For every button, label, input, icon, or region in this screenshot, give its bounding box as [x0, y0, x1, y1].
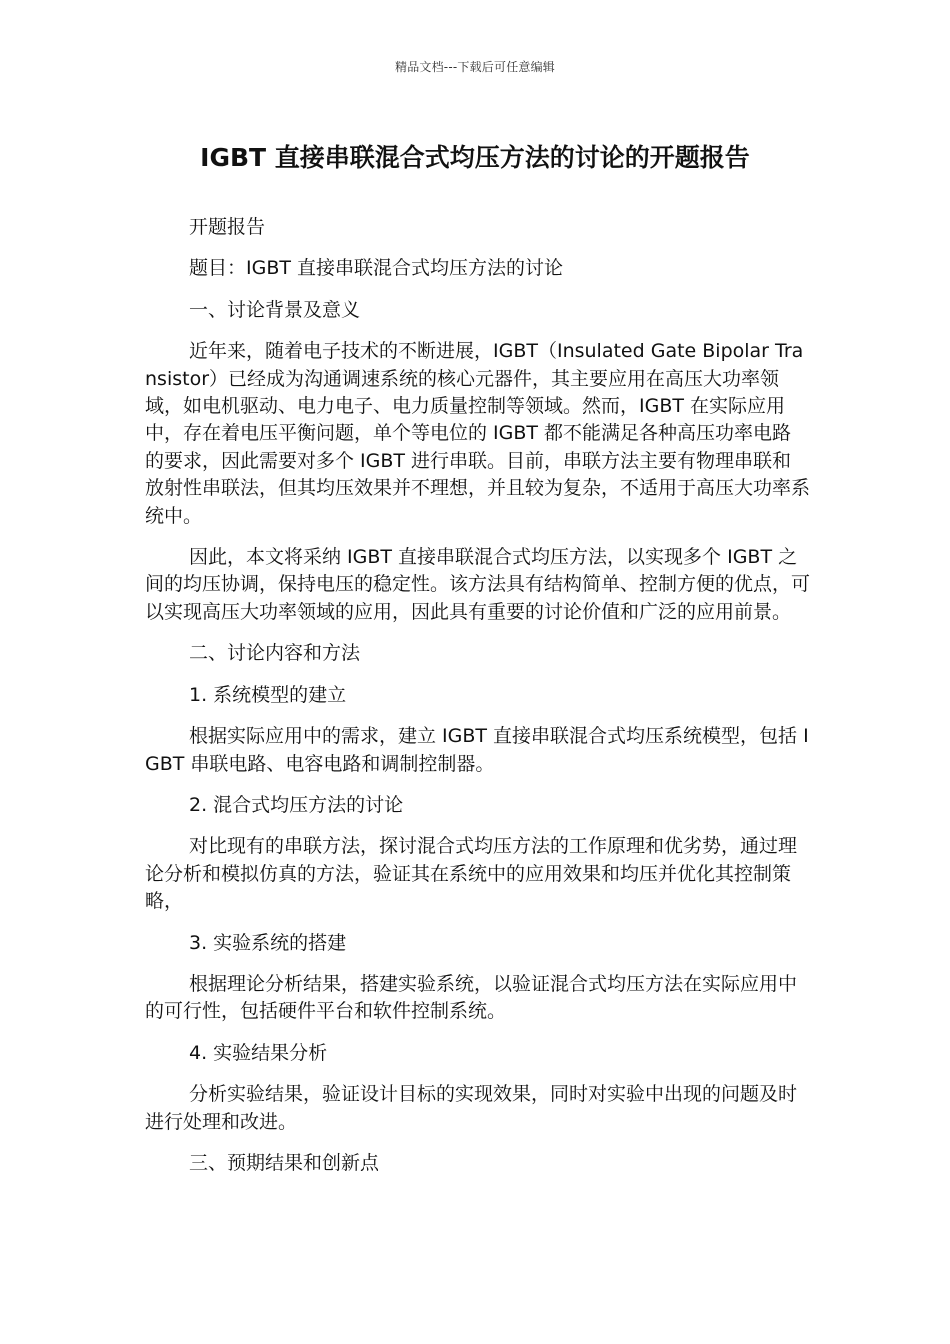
paragraph-method-intro: 因此，本文将采纳 IGBT 直接串联混合式均压方法，以实现多个 IGBT 之间的均压协调，保持电压的稳定性。该方法具有结构简单、控制方便的优点，可以实现高压大功率领域的应用，因此具有重要的讨论价值和广泛的应用前景。 [145, 546, 811, 623]
paragraph-system-model: 根据实际应用中的需求，建立 IGBT 直接串联混合式均压系统模型，包括 IGBT 串联电路、电容电路和调制控制器。 [145, 725, 809, 775]
paragraph-result-analysis: 分析实验结果，验证设计目标的实现效果，同时对实验中出现的问题及时进行处理和改进。 [145, 1083, 798, 1133]
header-note: 精品文档---下载后可任意编辑 [395, 60, 555, 74]
paragraph-background: 近年来，随着电子技术的不断进展，IGBT（Insulated Gate Bipolar Transistor）已经成为沟通调速系统的核心元器件，其主要应用在高压大功率领域，如电机驱动、电力电子、电力质量控制等领域。然而，IGBT 在实际应用中，存在着电压平衡问题，单个等电位的 IGBT 都不能满足各种高压功率电路的要求，因此需要对多个 IGBT 进行串联。目前，串联方法主要有物理串联和放射性串联法，但其均压效果并不理想，并且较为复杂，不适用于高压大功率系统中。 [145, 340, 811, 527]
section-heading-expected-results: 三、预期结果和创新点 [189, 1151, 380, 1174]
subheading-hybrid-method: 2. 混合式均压方法的讨论 [189, 793, 404, 816]
subheading-result-analysis: 4. 实验结果分析 [189, 1041, 328, 1064]
document-title: IGBT 直接串联混合式均压方法的讨论的开题报告 [200, 143, 750, 172]
document-body [145, 214, 810, 1191]
section-heading-report: 开题报告 [189, 216, 266, 238]
subheading-experiment-setup: 3. 实验系统的搭建 [189, 931, 347, 954]
paragraph-hybrid-method: 对比现有的串联方法，探讨混合式均压方法的工作原理和优劣势，通过理论分析和模拟仿真的方法，验证其在系统中的应用效果和均压并优化其控制策略， [145, 835, 798, 913]
paragraph-experiment-setup: 根据理论分析结果，搭建实验系统，以验证混合式均压方法在实际应用中的可行性，包括硬件平台和软件控制系统。 [145, 972, 798, 1023]
subheading-system-model: 1. 系统模型的建立 [189, 683, 347, 706]
section-heading-background: 一、讨论背景及意义 [189, 298, 361, 321]
section-heading-content-methods: 二、讨论内容和方法 [189, 642, 361, 665]
topic-line: 题目：IGBT 直接串联混合式均压方法的讨论 [189, 257, 564, 280]
